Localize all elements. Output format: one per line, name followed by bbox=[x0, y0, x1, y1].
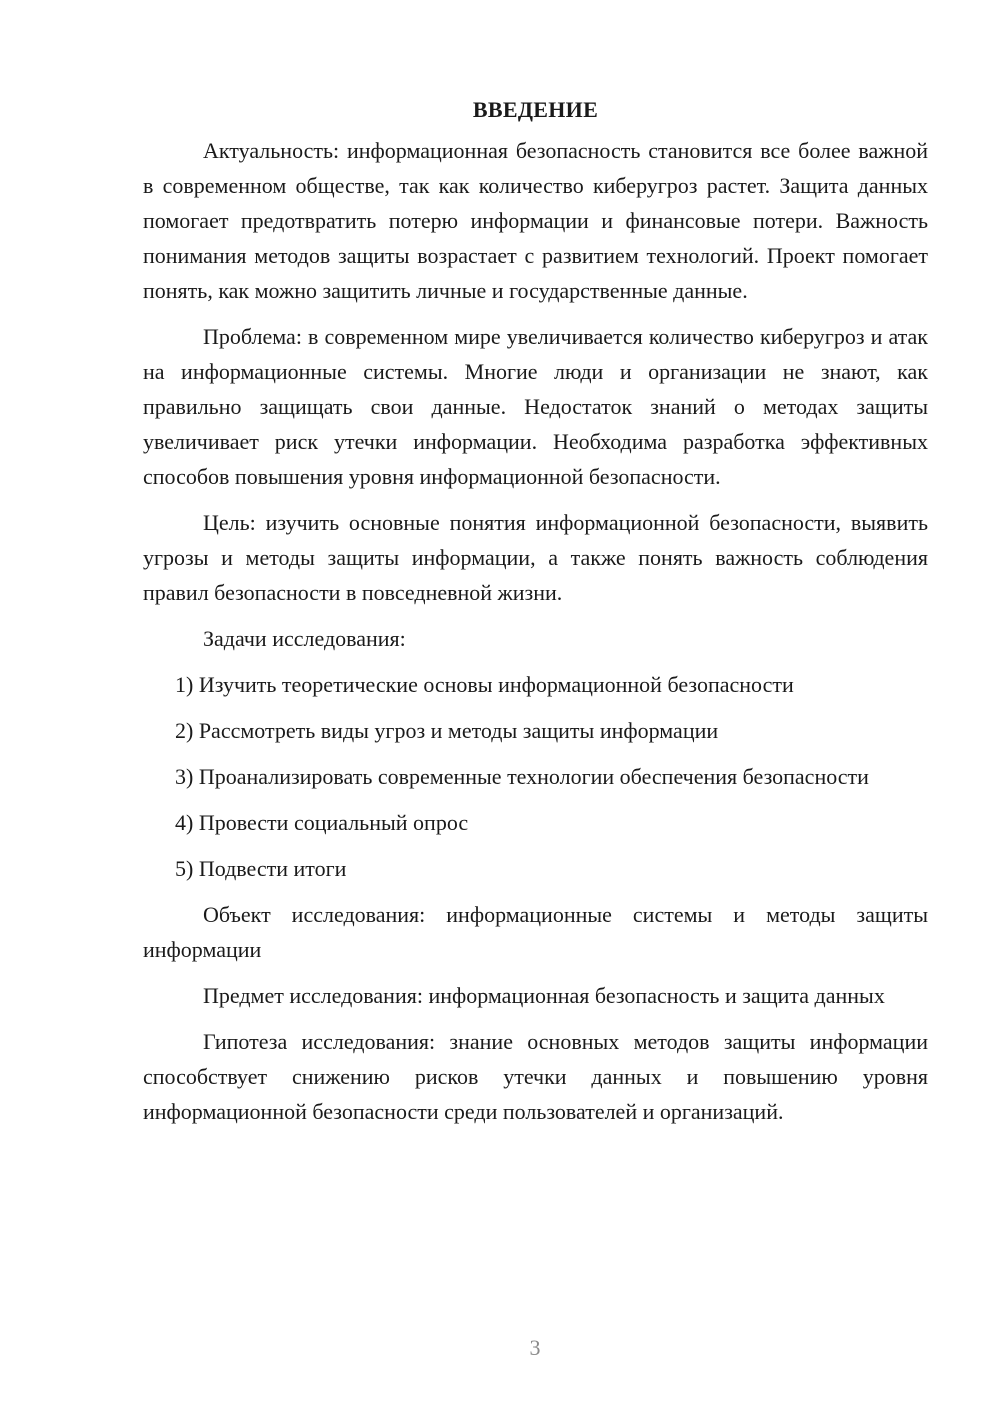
task-item: 2) Рассмотреть виды угроз и методы защиты информации bbox=[175, 718, 719, 743]
task-item: 1) Изучить теоретические основы информационной безопасности bbox=[175, 672, 794, 697]
task-item: 3) Проанализировать современные технологии обеспечения безопасности bbox=[175, 764, 869, 789]
task-item: 4) Провести социальный опрос bbox=[175, 810, 469, 835]
relevance-paragraph: Актуальность: информационная безопасность становится все более важной в современном обществе, так как количество киберугроз растет. Защита данных помогает предотвратить потерю информации и финансовые потери. Важность понимания методов защиты возрастает с развитием технологий. Проект помогает понять, как можно защитить личные и государственные данные. bbox=[143, 138, 928, 303]
object-paragraph: Объект исследования: информационные системы и методы защиты информации bbox=[143, 902, 928, 962]
tasks-list bbox=[143, 667, 928, 886]
page-number: 3 bbox=[529, 1335, 541, 1360]
hypothesis-paragraph: Гипотеза исследования: знание основных методов защиты информации способствует снижению рисков утечки данных и повышению уровня информационной безопасности среди пользователей и организаций. bbox=[143, 1029, 928, 1124]
section-title: ВВЕДЕНИЕ bbox=[472, 97, 599, 122]
task-item: 5) Подвести итоги bbox=[175, 856, 347, 881]
goal-paragraph: Цель: изучить основные понятия информационной безопасности, выявить угрозы и методы защиты информации, а также понять важность соблюдения правил безопасности в повседневной жизни. bbox=[143, 510, 928, 605]
tasks-heading: Задачи исследования: bbox=[203, 626, 406, 651]
document-page bbox=[143, 96, 928, 1129]
problem-paragraph: Проблема: в современном мире увеличивается количество киберугроз и атак на информационные системы. Многие люди и организации не знают, как правильно защищать свои данные. Недостаток знаний о методах защиты увеличивает риск утечки информации. Необходима разработка эффективных способов повышения уровня информационной безопасности. bbox=[143, 324, 928, 489]
subject-paragraph: Предмет исследования: информационная безопасность и защита данных bbox=[203, 983, 885, 1008]
